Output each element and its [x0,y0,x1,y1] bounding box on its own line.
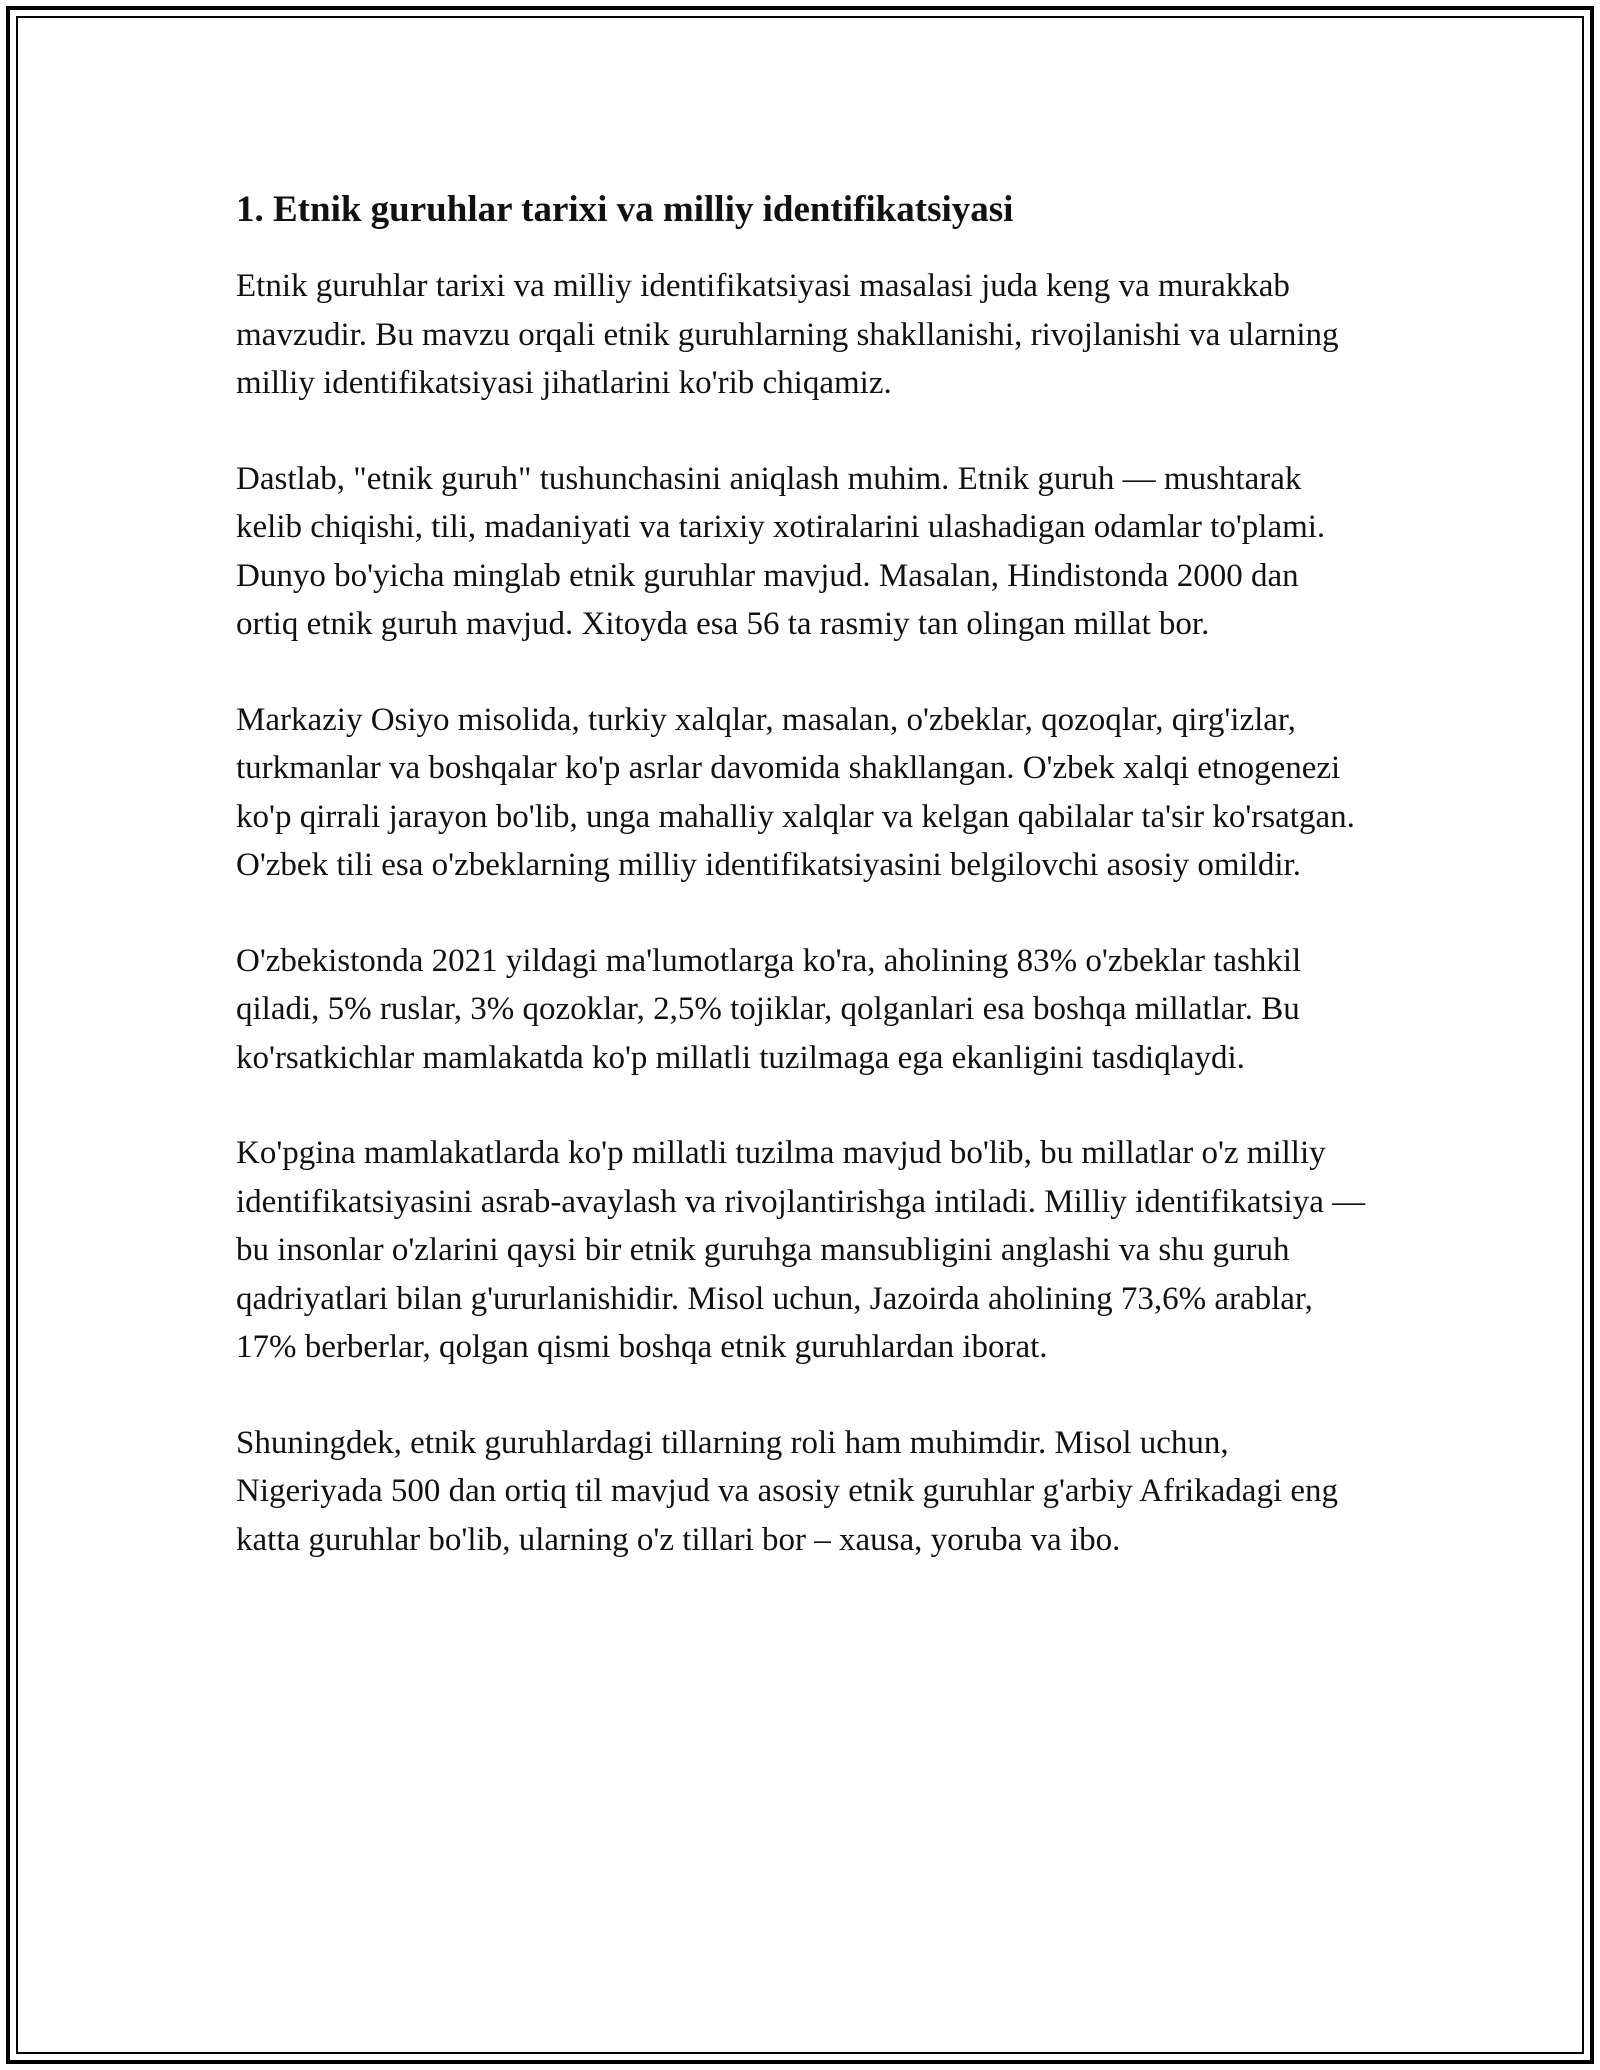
paragraph-languages: Shuningdek, etnik guruhlardagi tillarning roli ham muhimdir. Misol uchun, Nigeriyada 500 dan ortiq til mavjud va asosiy etnik guruhlar g'arbiy Afrikadagi eng katta guruhlar bo'lib, ularning o'z tillari bor – xausa, yoruba va ibo. [236,1424,1339,1558]
paragraph-central-asia: Markaziy Osiyo misolida, turkiy xalqlar, masalan, o'zbeklar, qozoqlar, qirg'izlar, turkmanlar va boshqalar ko'p asrlar davomida shakllangan. O'zbek xalqi etnogenezi ko'p qirrali jarayon bo'lib, unga mahalliy xalqlar va kelgan qabilalar ta'sir ko'rsatgan. O'zbek tili esa o'zbeklarning milliy identifikatsiyasini belgilovchi asosiy omildir. [236,701,1355,884]
paragraph-ethnic-group-definition: Dastlab, "etnik guruh" tushunchasini aniqlash muhim. Etnik guruh — mushtarak kelib chiqishi, tili, madaniyati va tarixiy xotiralarini ulashadigan odamlar to'plami. Dunyo bo'yicha minglab etnik guruhlar mavjud. Masalan, Hindistonda 2000 dan ortiq etnik guruh mavjud. Xitoyda esa 56 ta rasmiy tan olingan millat bor. [236,460,1326,643]
paragraph-uzbekistan-statistics: O'zbekistonda 2021 yildagi ma'lumotlarga ko'ra, aholining 83% o'zbeklar tashkil qiladi, 5% ruslar, 3% qozoklar, 2,5% tojiklar, qolganlari esa boshqa millatlar. Bu ko'rsatkichlar mamlakatda ko'p millatli tuzilmaga ega ekanligini tasdiqlaydi. [236,942,1302,1076]
document-body [236,186,1366,1611]
section-heading: 1. Etnik guruhlar tarixi va milliy identifikatsiyasi [236,189,1014,230]
paragraph-national-identity: Ko'pgina mamlakatlarda ko'p millatli tuzilma mavjud bo'lib, bu millatlar o'z milliy identifikatsiyasini asrab-avaylash va rivojlantirishga intiladi. Milliy identifikatsiya — bu insonlar o'zlarini qaysi bir etnik guruhga mansubligini anglashi va shu guruh qadriyatlari bilan g'ururlanishidir. Misol uchun, Jazoirda aholining 73,6% arablar, 17% berberlar, qolgan qismi boshqa etnik guruhlardan iborat. [236,1135,1366,1366]
paragraph-intro: Etnik guruhlar tarixi va milliy identifikatsiyasi masalasi juda keng va murakkab mavzudir. Bu mavzu orqali etnik guruhlarning shakllanishi, rivojlanishi va ularning milliy identifikatsiyasi jihatlarini ko'rib chiqamiz. [236,268,1339,402]
